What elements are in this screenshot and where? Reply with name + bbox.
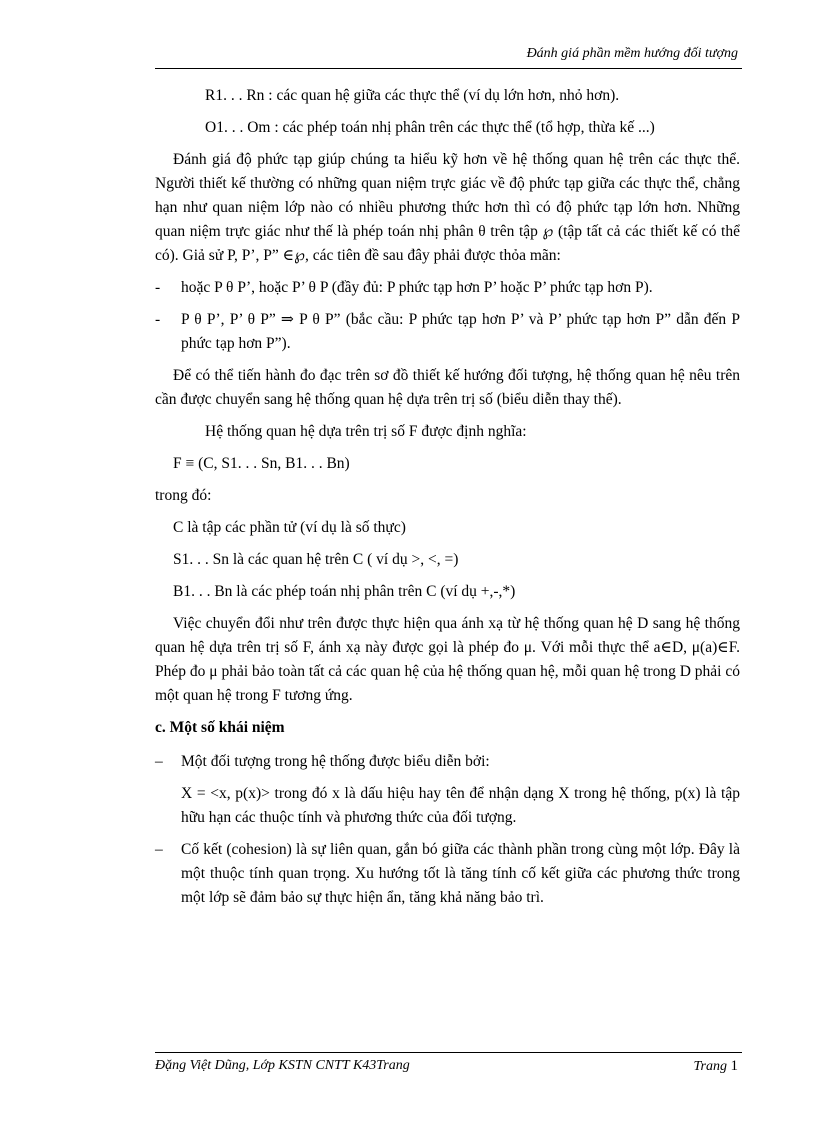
page-number: 1 [730,1058,738,1074]
relations-line: R1. . . Rn : các quan hệ giữa các thực thể (ví dụ lớn hơn, nhỏ hơn). [205,87,620,104]
section-heading: c. Một số khái niệm [155,719,285,736]
concept-text: Cố kết (cohesion) là sự liên quan, gắn bó giữa các thành phần trong cùng một lớp. Đây là một thuộc tính quan trọng. Xu hướng tốt là tăng tính cố kết giữa các phương thức trong một lớp sẽ đảm bảo sự thực hiện ẩn, tăng khả năng bảo trì. [181,841,740,906]
definition-s: S1. . . Sn là các quan hệ trên C ( ví dụ >, <, =) [173,551,459,568]
paragraph-mapping: Việc chuyển đổi như trên được thực hiện qua ánh xạ từ hệ thống quan hệ D sang hệ thống quan hệ dựa trên trị số F, ánh xạ này được gọi là phép đo μ. Với mỗi thực thể a∈D, μ(a)∈F. Phép đo μ phải bảo toàn tất cả các quan hệ của hệ thống quan hệ, mỗi quan hệ trong D phải có một quan hệ trong F tương ứng. [155,615,740,704]
header-rule [155,68,742,69]
definition-c: C là tập các phần tử (ví dụ là số thực) [173,519,406,536]
where-label: trong đó: [155,487,212,504]
footer-author: Đặng Việt Dũng, Lớp KSTN CNTT K43Trang [155,1058,410,1073]
axiom-completeness [155,276,740,300]
paragraph-definition: Hệ thống quan hệ dựa trên trị số F được định nghĩa: [205,423,527,440]
dash-mark: – [155,753,163,770]
footer-page [694,1058,738,1075]
concept-text: Một đối tượng trong hệ thống được biểu diễn bởi: [181,753,490,770]
bullet-mark: - [155,311,161,328]
paragraph-complexity: Đánh giá độ phức tạp giúp chúng ta hiểu kỹ hơn về hệ thống quan hệ trên các thực thể. Người thiết kế thường có những quan niệm trực giác về độ phức tạp giữa các thực thể, chẳng hạn như quan niệm lớp nào có nhiều phương thức hơn thì có độ phức tạp lớn hơn. Những quan niệm trực giác như thế là phép toán nhị phân θ trên tập ℘ (tập tất cả các thiết kế có thể có). Giả sử P, P’, P” ∈℘, các tiên đề sau đây phải được thỏa mãn: [155,151,740,264]
operations-line: O1. . . Om : các phép toán nhị phân trên các thực thể (tổ hợp, thừa kế ...) [205,119,655,136]
bullet-mark: - [155,279,161,296]
formula-f: F ≡ (C, S1. . . Sn, B1. . . Bn) [173,455,350,472]
dash-mark: – [155,841,163,858]
running-header: Đánh giá phần mềm hướng đối tượng [526,46,738,61]
object-detail: X = <x, p(x)> trong đó x là dấu hiệu hay tên để nhận dạng X trong hệ thống, p(x) là tập hữu hạn các thuộc tính và phương thức của đối tượng. [181,785,740,826]
concept-object [155,750,740,774]
page-label: Trang [693,1059,731,1074]
page-body [155,84,740,918]
footer-rule [155,1052,742,1053]
axiom-transitivity [155,308,740,356]
concept-cohesion [155,838,740,910]
paragraph-measurement: Để có thể tiến hành đo đạc trên sơ đồ thiết kế hướng đối tượng, hệ thống quan hệ nêu trên cần được chuyển sang hệ thống quan hệ dựa trên trị số (biểu diễn thay thế). [155,367,740,408]
axiom-text: P θ P’, P’ θ P” ⇒ P θ P” (bắc cầu: P phức tạp hơn P’ và P’ phức tạp hơn P” dẫn đến P phức tạp hơn P”). [181,311,740,352]
axiom-text: hoặc P θ P’, hoặc P’ θ P (đầy đủ: P phức tạp hơn P’ hoặc P’ phức tạp hơn P). [181,279,653,296]
definition-b: B1. . . Bn là các phép toán nhị phân trên C (ví dụ +,-,*) [173,583,516,600]
